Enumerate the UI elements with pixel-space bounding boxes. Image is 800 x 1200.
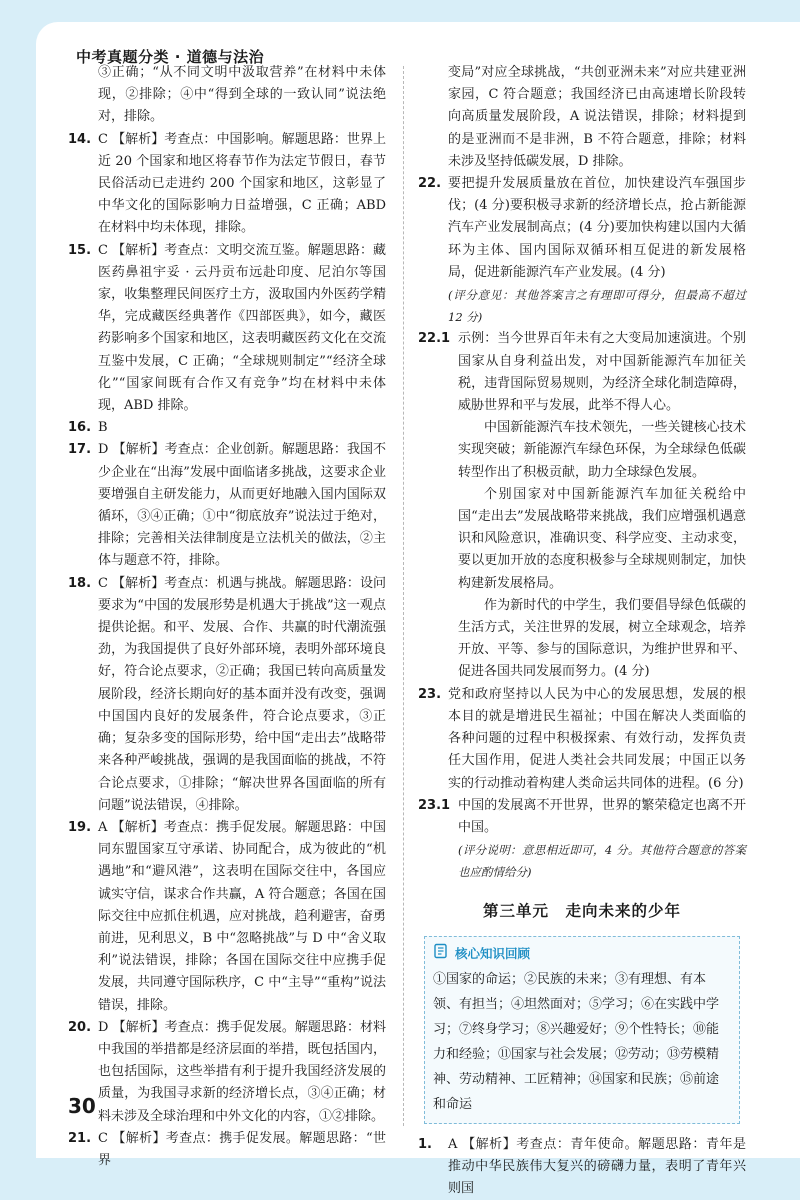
answer-unit3-1: 1. A 【解析】考查点：青年使命。解题思路：青年是推动中华民族伟大复兴的磅礴力量，表明了青年兴则国 <box>418 1136 746 1197</box>
answer-21: 21. C 【解析】考查点：携手促发展。解题思路：“世界 <box>68 1130 386 1168</box>
knowledge-review-text: ①国家的命运；②民族的未来；③有理想、有本领、有担当；④坦然面对；⑤学习；⑥在实践中学习；⑦终身学习；⑧兴趣爱好；⑨个性特长；⑩能力和经验；⑪国家与社会发展；⑫劳动；⑬劳模精神、劳动精神、工匠精神；⑭国家和民族；⑮前途和命运 <box>433 971 720 1112</box>
answer-17: 17. D 【解析】考查点：企业创新。解题思路：我国不少企业在“出海”发展中面临诸多挑战，这要求企业要增强自主研发能力，从而更好地融入国内国际双循环，③④正确；①中“彻底放弃”说法过于绝对，排除；完善相关法律制度是立法机关的做法，②主体与题意不符，排除。 <box>68 442 386 569</box>
answer-23: 23. 党和政府坚持以人民为中心的发展思想，发展的根本目的就是增进民生福祉；中国在解决人类面临的各种问题的过程中积极探索、有效行动，发挥负责任大国作用，促进人类社会共同发展；中国正以务实的行动推动着构建人类命运共同体的进程。(6 分) <box>418 686 746 791</box>
answer-22: 22. 要把提升发展质量放在首位，加快建设汽车强国步伐；(4 分)要积极寻求新的经济增长点，抢占新能源汽车产业发展制高点；(4 分)要加快构建以国内大循环为主体、国内国际双循环相互促进的新发展格局，促进新能源汽车产业发展。(4 分) (评分意见：其他答案言之有理即可得分，但最高不超过 12 分) <box>418 173 746 328</box>
scoring-note: (评分意见：其他答案言之有理即可得分，但最高不超过 12 分) <box>448 288 746 325</box>
knowledge-review-box <box>424 936 740 1124</box>
answer-15: 15. C 【解析】考查点：文明交流互鉴。解题思路：藏医药鼻祖宇妥 · 云丹贡布远赴印度、尼泊尔等国家，收集整理民间医疗土方，汲取国内外医药学精华，完成藏医经典著作《四部医典》，如今，藏医药影响多个国家和地区，这表明藏医药文化在交流互鉴中发展，C 正确；“全球规则制定”“经济全球化”“国家间既有合作又有竞争”均在材料中未体现，ABD 排除。 <box>68 242 386 414</box>
scoring-note: (评分说明：意思相近即可，4 分。其他符合题意的答案也应酌情给分) <box>458 843 746 880</box>
answer-18: 18. C 【解析】考查点：机遇与挑战。解题思路：设问要求为“中国的发展形势是机遇大于挑战”这一观点提供论据。和平、发展、合作、共赢的时代潮流强劲，为我国提供了良好外部环境，表明外部环境良好，符合论点要求，②正确；我国已转向高质量发展阶段，经济长期向好的基本面并没有改变，强调中国国内良好的发展条件，符合论点要求，③正确；复杂多变的国际形势，给中国“走出去”战略带来各种严峻挑战，强调的是我国面临的挑战，不符合论点要求，①排除；“解决世界各国面临的所有问题”说法错误，④排除。 <box>68 575 386 813</box>
page-number: 30 <box>68 1094 96 1118</box>
answer-13-continued: ③正确；“从不同文明中汲取营养”在材料中未体现，②排除；④中“得到全球的一致认同”说法绝对，排除。 <box>98 65 386 125</box>
answer-21-continued: 变局”对应全球挑战，“共创亚洲未来”对应共建亚洲家园，C 符合题意；我国经济已由高速增长阶段转向高质量发展阶段，A 说法错误，排除；材料提到的是亚洲而不是非洲，B 不符合题意，排除；材料未涉及坚持低碳发展，D 排除。 <box>448 65 746 169</box>
right-column <box>418 62 746 1200</box>
answer-23-1: 23.1 中国的发展离不开世界，世界的繁荣稳定也离不开中国。 (评分说明：意思相近即可，4 分。其他符合题意的答案也应酌情给分) <box>418 795 746 884</box>
answer-22-1: 22.1 示例：当今世界百年未有之大变局加速演进。个别国家从自身利益出发，对中国新能源汽车加征关税，违背国际贸易规则，为经济全球化制造障碍，威胁世界和平与发展，此举不得人心。 中国新能源汽车技术领先，一些关键核心技术实现突破；新能源汽车绿色环保，为全球绿色低碳转型作出了积极贡献，助力全球绿色发展。 个别国家对中国新能源汽车加征关税给中国“走出去”发展战略带来挑战，我们应增强机遇意识和风险意识，准确识变、科学应变、主动求变，要以更加开放的态度积极参与全球规则制定，加快构建新发展格局。 作为新时代的中学生，我们要倡导绿色低碳的生活方式，关注世界的发展，树立全球观念，培养开放、平等、参与的国际意识，为维护世界和平、促进各国共同发展而努力。(4 分) <box>418 331 746 680</box>
page-header: 中考真题分类 · 道德与法治 <box>76 48 265 66</box>
knowledge-review-title: 核心知识回顾 <box>433 943 731 965</box>
column-divider <box>403 66 404 1126</box>
unit-title: 第三单元 走向未来的少年 <box>482 901 681 920</box>
answer-16: 16. B <box>68 420 108 436</box>
left-column <box>68 62 386 1172</box>
answer-19: 19. A 【解析】考查点：携手促发展。解题思路：中国同东盟国家互守承诺、协同配合，成为彼此的“机遇地”和“避风港”，这表明在国际交往中，各国应诚实守信，谋求合作共赢，A 符合题意；各国在国际交往中应抓住机遇，应对挑战，趋利避害，奋勇前进，见利思义，B 中“忽略挑战”与 D 中“舍义取利”说法错误，排除；各国在国际交往中应携手促发展，共同遵守国际秩序，C 中“主导”“重构”说法错误，排除。 <box>68 819 386 1013</box>
answer-14: 14. C 【解析】考查点：中国影响。解题思路：世界上近 20 个国家和地区将春节作为法定节假日，春节民俗活动已走进约 200 个国家和地区，这彰显了中华文化的国际影响力日益增强，C 正确；ABD 在材料中均未体现，排除。 <box>68 131 386 236</box>
answer-20: 20. D 【解析】考查点：携手促发展。解题思路：材料中我国的举措都是经济层面的举措，既包括国内，也包括国际，这些举措有利于提升我国经济发展的质量，为我国寻求新的经济增长点，③④正确；材料未涉及全球治理和中外文化的内容，①②排除。 <box>68 1019 386 1124</box>
notebook-icon <box>433 943 449 965</box>
